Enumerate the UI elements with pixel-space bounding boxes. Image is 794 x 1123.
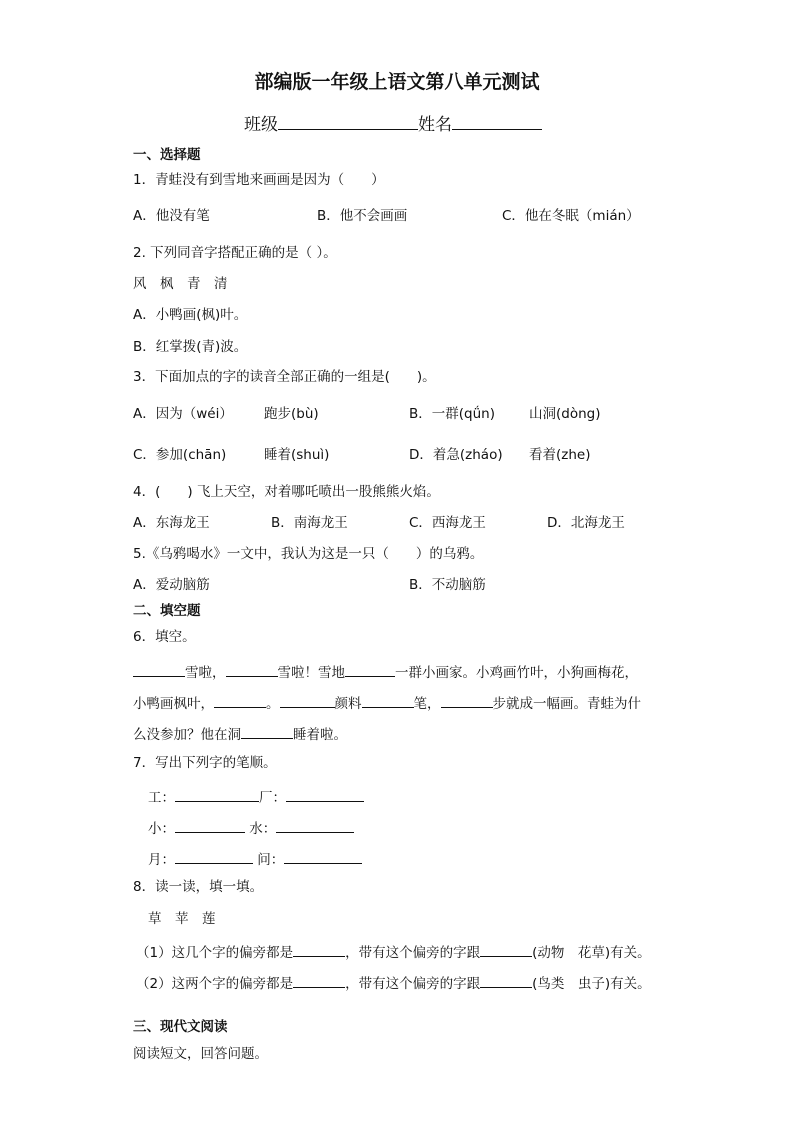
q1-option-b[interactable]: B．他不会画画: [317, 208, 408, 224]
q3-option-a-1[interactable]: A．因为（wéi）: [133, 406, 233, 422]
section-fill: 二、填空题: [133, 603, 201, 619]
q6-text: 。: [266, 696, 280, 712]
q6-text: 步就成一幅画。青蛙为什: [492, 696, 641, 712]
q7-row-2: [148, 817, 354, 838]
blank[interactable]: [280, 692, 335, 708]
q5-stem: 5.《乌鸦喝水》一文中，我认为这是一只（ ）的乌鸦。: [133, 546, 484, 562]
q7-row-1: [148, 786, 364, 807]
q2-chars: 风 枫 青 清: [133, 276, 228, 292]
q2-option-a[interactable]: A．小鸭画(枫)叶。: [133, 307, 248, 323]
blank[interactable]: [241, 723, 293, 739]
class-label: 班级: [244, 115, 278, 135]
q7-key: 水：: [249, 821, 277, 837]
q3-option-c-1[interactable]: C．参加(chān): [133, 447, 227, 463]
q3-stem: 3．下面加点的字的读音全部正确的一组是( )。: [133, 369, 436, 385]
q6-text: 睡着啦。: [293, 727, 347, 743]
q1-option-a[interactable]: A．他没有笔: [133, 208, 210, 224]
q3-option-b-2: 山洞(dòng): [529, 406, 601, 422]
q8-part-2: [136, 972, 651, 993]
q7-key: 工：: [148, 790, 175, 806]
q4-stem: 4．( ) 飞上天空，对着哪吒喷出一股熊熊火焰。: [133, 484, 440, 500]
blank[interactable]: [175, 817, 245, 833]
blank[interactable]: [293, 941, 345, 957]
q6-text: 雪啦！雪地: [277, 665, 345, 681]
q3-option-a-2: 跑步(bù): [264, 406, 319, 422]
blank[interactable]: [284, 848, 362, 864]
q8-text: ，带有这个偏旁的字跟: [345, 976, 481, 992]
q5-option-a[interactable]: A．爱动脑筋: [133, 577, 210, 593]
q5-option-b[interactable]: B．不动脑筋: [409, 577, 486, 593]
q8-text: (鸟类 虫子)有关。: [532, 976, 651, 992]
section-reading: 三、现代文阅读: [133, 1019, 228, 1035]
class-blank[interactable]: [278, 114, 418, 130]
name-blank[interactable]: [452, 114, 542, 130]
q6-text: 一群小画家。小鸡画竹叶，小狗画梅花，: [395, 665, 638, 681]
blank[interactable]: [480, 941, 532, 957]
q8-text: （1）这几个字的偏旁都是: [136, 945, 294, 961]
class-name-row: [244, 113, 542, 137]
q4-option-a[interactable]: A．东海龙王: [133, 515, 210, 531]
blank[interactable]: [293, 972, 345, 988]
blank[interactable]: [480, 972, 532, 988]
blank[interactable]: [133, 661, 185, 677]
q3-option-d-2: 看着(zhe): [529, 447, 591, 463]
blank[interactable]: [441, 692, 493, 708]
q7-stem: 7．写出下列字的笔顺。: [133, 755, 277, 771]
q6-line-1: [133, 661, 638, 682]
q8-text: （2）这两个字的偏旁都是: [136, 976, 294, 992]
q6-line-2: [133, 692, 641, 713]
q6-text: 颜料: [334, 696, 362, 712]
reading-instruction: 阅读短文，回答问题。: [133, 1046, 268, 1062]
q6-text: 么没参加？他在洞: [133, 727, 241, 743]
blank[interactable]: [175, 786, 259, 802]
section-choice: 一、选择题: [133, 147, 201, 163]
blank[interactable]: [345, 661, 395, 677]
q6-stem: 6．填空。: [133, 629, 196, 645]
q7-row-3: [148, 848, 362, 869]
q3-option-b-1[interactable]: B．一群(qǘn): [409, 406, 495, 422]
q7-key: 问：: [257, 852, 285, 868]
q4-option-b[interactable]: B．南海龙王: [271, 515, 348, 531]
q3-option-d-1[interactable]: D．着急(zháo): [409, 447, 503, 463]
q8-text: ，带有这个偏旁的字跟: [345, 945, 481, 961]
blank[interactable]: [175, 848, 253, 864]
page-title: 部编版一年级上语文第八单元测试: [254, 71, 540, 93]
q6-text: 雪啦，: [185, 665, 226, 681]
q3-option-c-2: 睡着(shuì): [264, 447, 330, 463]
q8-part-1: [136, 941, 651, 962]
q7-key: 厂：: [259, 790, 286, 806]
name-label: 姓名: [418, 115, 452, 135]
q4-option-c[interactable]: C．西海龙王: [409, 515, 486, 531]
blank[interactable]: [362, 692, 414, 708]
blank[interactable]: [226, 661, 278, 677]
q2-stem: 2. 下列同音字搭配正确的是（ ）。: [133, 245, 337, 261]
q8-stem: 8．读一读，填一填。: [133, 879, 264, 895]
q1-option-c[interactable]: C．他在冬眠（mián）: [502, 208, 640, 224]
q2-option-b[interactable]: B．红掌拨(青)波。: [133, 339, 248, 355]
q6-text: 笔，: [413, 696, 441, 712]
q7-key: 月：: [148, 852, 175, 868]
q1-stem: 1．青蛙没有到雪地来画画是因为（ ）: [133, 172, 385, 188]
blank[interactable]: [276, 817, 354, 833]
blank[interactable]: [286, 786, 364, 802]
q7-key: 小：: [148, 821, 175, 837]
q8-text: (动物 花草)有关。: [532, 945, 651, 961]
q6-text: 小鸭画枫叶，: [133, 696, 214, 712]
q4-option-d[interactable]: D．北海龙王: [547, 515, 625, 531]
q8-chars: 草 苹 莲: [148, 911, 216, 927]
q6-line-3: [133, 723, 347, 744]
blank[interactable]: [214, 692, 266, 708]
